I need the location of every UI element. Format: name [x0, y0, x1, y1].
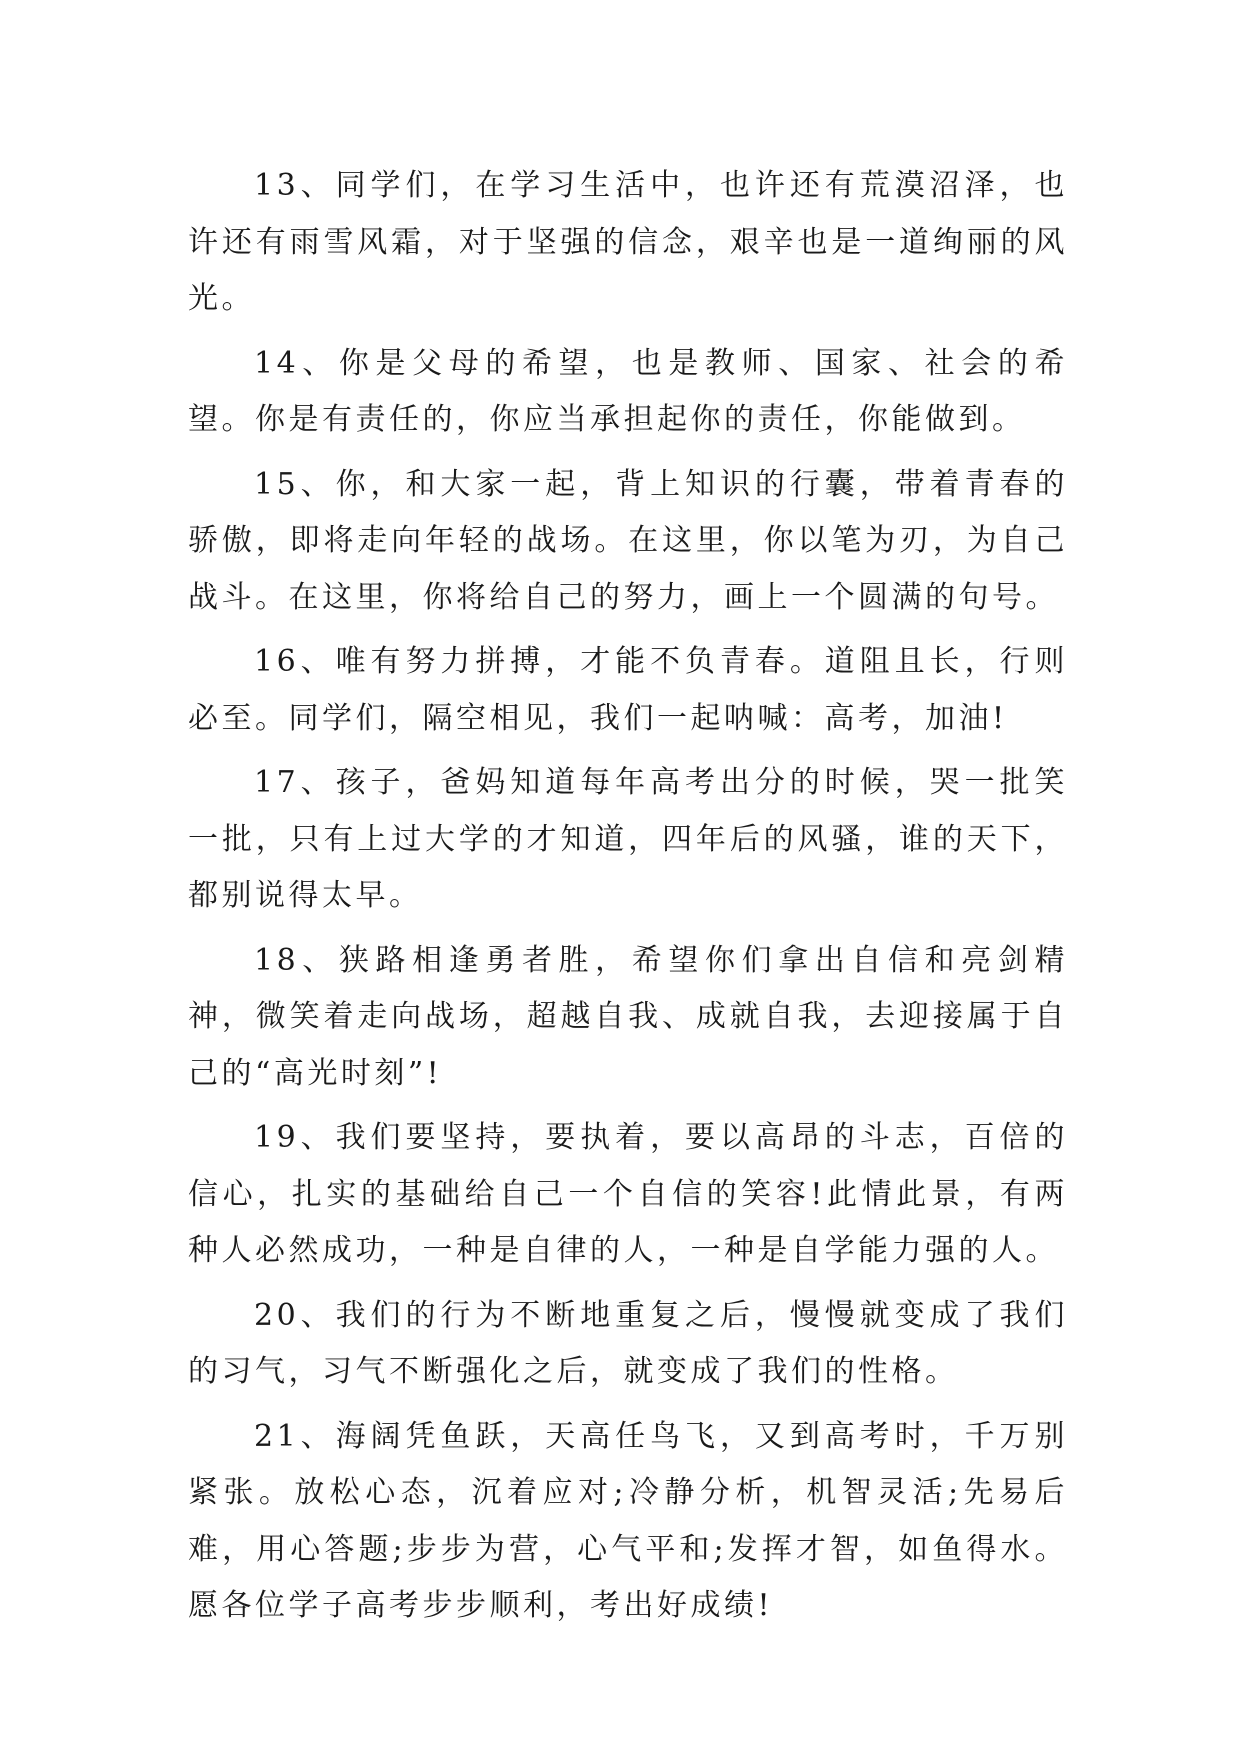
paragraph-21: 21、海阔凭鱼跃，天高任鸟飞，又到高考时，千万别紧张。放松心态，沉着应对;冷静分析，机智灵活;先易后难，用心答题;步步为营，心气平和;发挥才智，如鱼得水。愿各位学子高考步步顺利，考出好成绩! — [188, 1418, 1068, 1623]
paragraph-20: 20、我们的行为不断地重复之后，慢慢就变成了我们的习气，习气不断强化之后，就变成了我们的性格。 — [188, 1297, 1068, 1389]
paragraph-17: 17、孩子，爸妈知道每年高考出分的时候，哭一批笑一批，只有上过大学的才知道，四年后的风骚，谁的天下，都别说得太早。 — [188, 765, 1068, 913]
paragraph-13: 13、同学们，在学习生活中，也许还有荒漠沼泽，也许还有雨雪风霜，对于坚强的信念，艰辛也是一道绚丽的风光。 — [188, 168, 1068, 316]
paragraph-19: 19、我们要坚持，要执着，要以高昂的斗志，百倍的信心，扎实的基础给自己一个自信的笑容!此情此景，有两种人必然成功，一种是自律的人，一种是自学能力强的人。 — [188, 1120, 1068, 1268]
paragraph-16: 16、唯有努力拼搏，才能不负青春。道阻且长，行则必至。同学们，隔空相见，我们一起呐喊：高考，加油! — [188, 644, 1068, 736]
paragraph-18: 18、狭路相逢勇者胜，希望你们拿出自信和亮剑精神，微笑着走向战场，超越自我、成就自我，去迎接属于自己的“高光时刻”! — [188, 942, 1068, 1091]
document-page — [188, 158, 1068, 1643]
paragraph-14: 14、你是父母的希望，也是教师、国家、社会的希望。你是有责任的，你应当承担起你的责任，你能做到。 — [188, 345, 1068, 437]
paragraph-15: 15、你，和大家一起，背上知识的行囊，带着青春的骄傲，即将走向年轻的战场。在这里，你以笔为刃，为自己战斗。在这里，你将给自己的努力，画上一个圆满的句号。 — [188, 466, 1068, 615]
